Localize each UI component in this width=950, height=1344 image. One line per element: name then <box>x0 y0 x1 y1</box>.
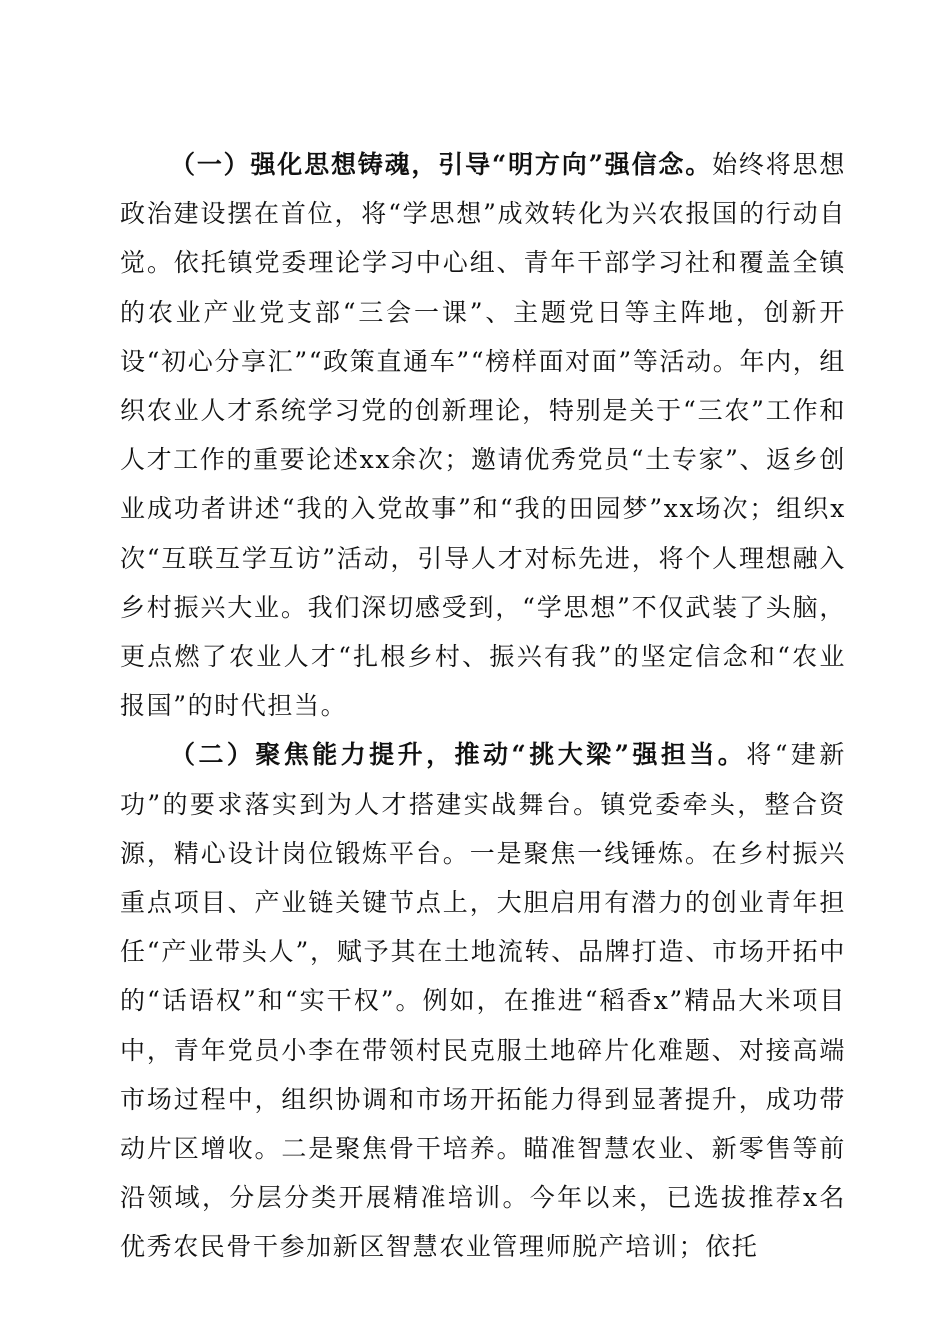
document-body <box>120 140 846 1272</box>
paragraph-2-heading: （二）聚焦能力提升，推动“挑大梁”强担当。 <box>170 740 747 770</box>
paragraph-1-heading: （一）强化思想铸魂，引导“明方向”强信念。 <box>170 150 713 179</box>
paragraph-2 <box>120 730 846 1271</box>
paragraph-1 <box>120 140 846 730</box>
paragraph-2-body: 将“建新功”的要求落实到为人才搭建实战舞台。镇党委牵头，整合资源，精心设计岗位锻炼平台。一是聚焦一线锤炼。在乡村振兴重点项目、产业链关键节点上，大胆启用有潜力的创业青年担任“产业带头人”，赋予其在土地流转、品牌打造、市场开拓中的“话语权”和“实干权”。例如，在推进“稻香x”精品大米项目中，青年党员小李在带领村民克服土地碎片化难题、对接高端市场过程中，组织协调和市场开拓能力得到显著提升，成功带动片区增收。二是聚焦骨干培养。瞄准智慧农业、新零售等前沿领域，分层分类开展精准培训。今年以来，已选拔推荐x名优秀农民骨干参加新区智慧农业管理师脱产培训；依托 <box>120 740 846 1262</box>
paragraph-1-body: 始终将思想政治建设摆在首位，将“学思想”成效转化为兴农报国的行动自觉。依托镇党委理论学习中心组、青年干部学习社和覆盖全镇的农业产业党支部“三会一课”、主题党日等主阵地，创新开设“初心分享汇”“政策直通车”“榜样面对面”等活动。年内，组织农业人才系统学习党的创新理论，特别是关于“三农”工作和人才工作的重要论述xx余次；邀请优秀党员“土专家”、返乡创业成功者讲述“我的入党故事”和“我的田园梦”xx场次；组织x次“互联互学互访”活动，引导人才对标先进，将个人理想融入乡村振兴大业。我们深切感受到，“学思想”不仅武装了头脑，更点燃了农业人才“扎根乡村、振兴有我”的坚定信念和“农业报国”的时代担当。 <box>120 150 846 721</box>
